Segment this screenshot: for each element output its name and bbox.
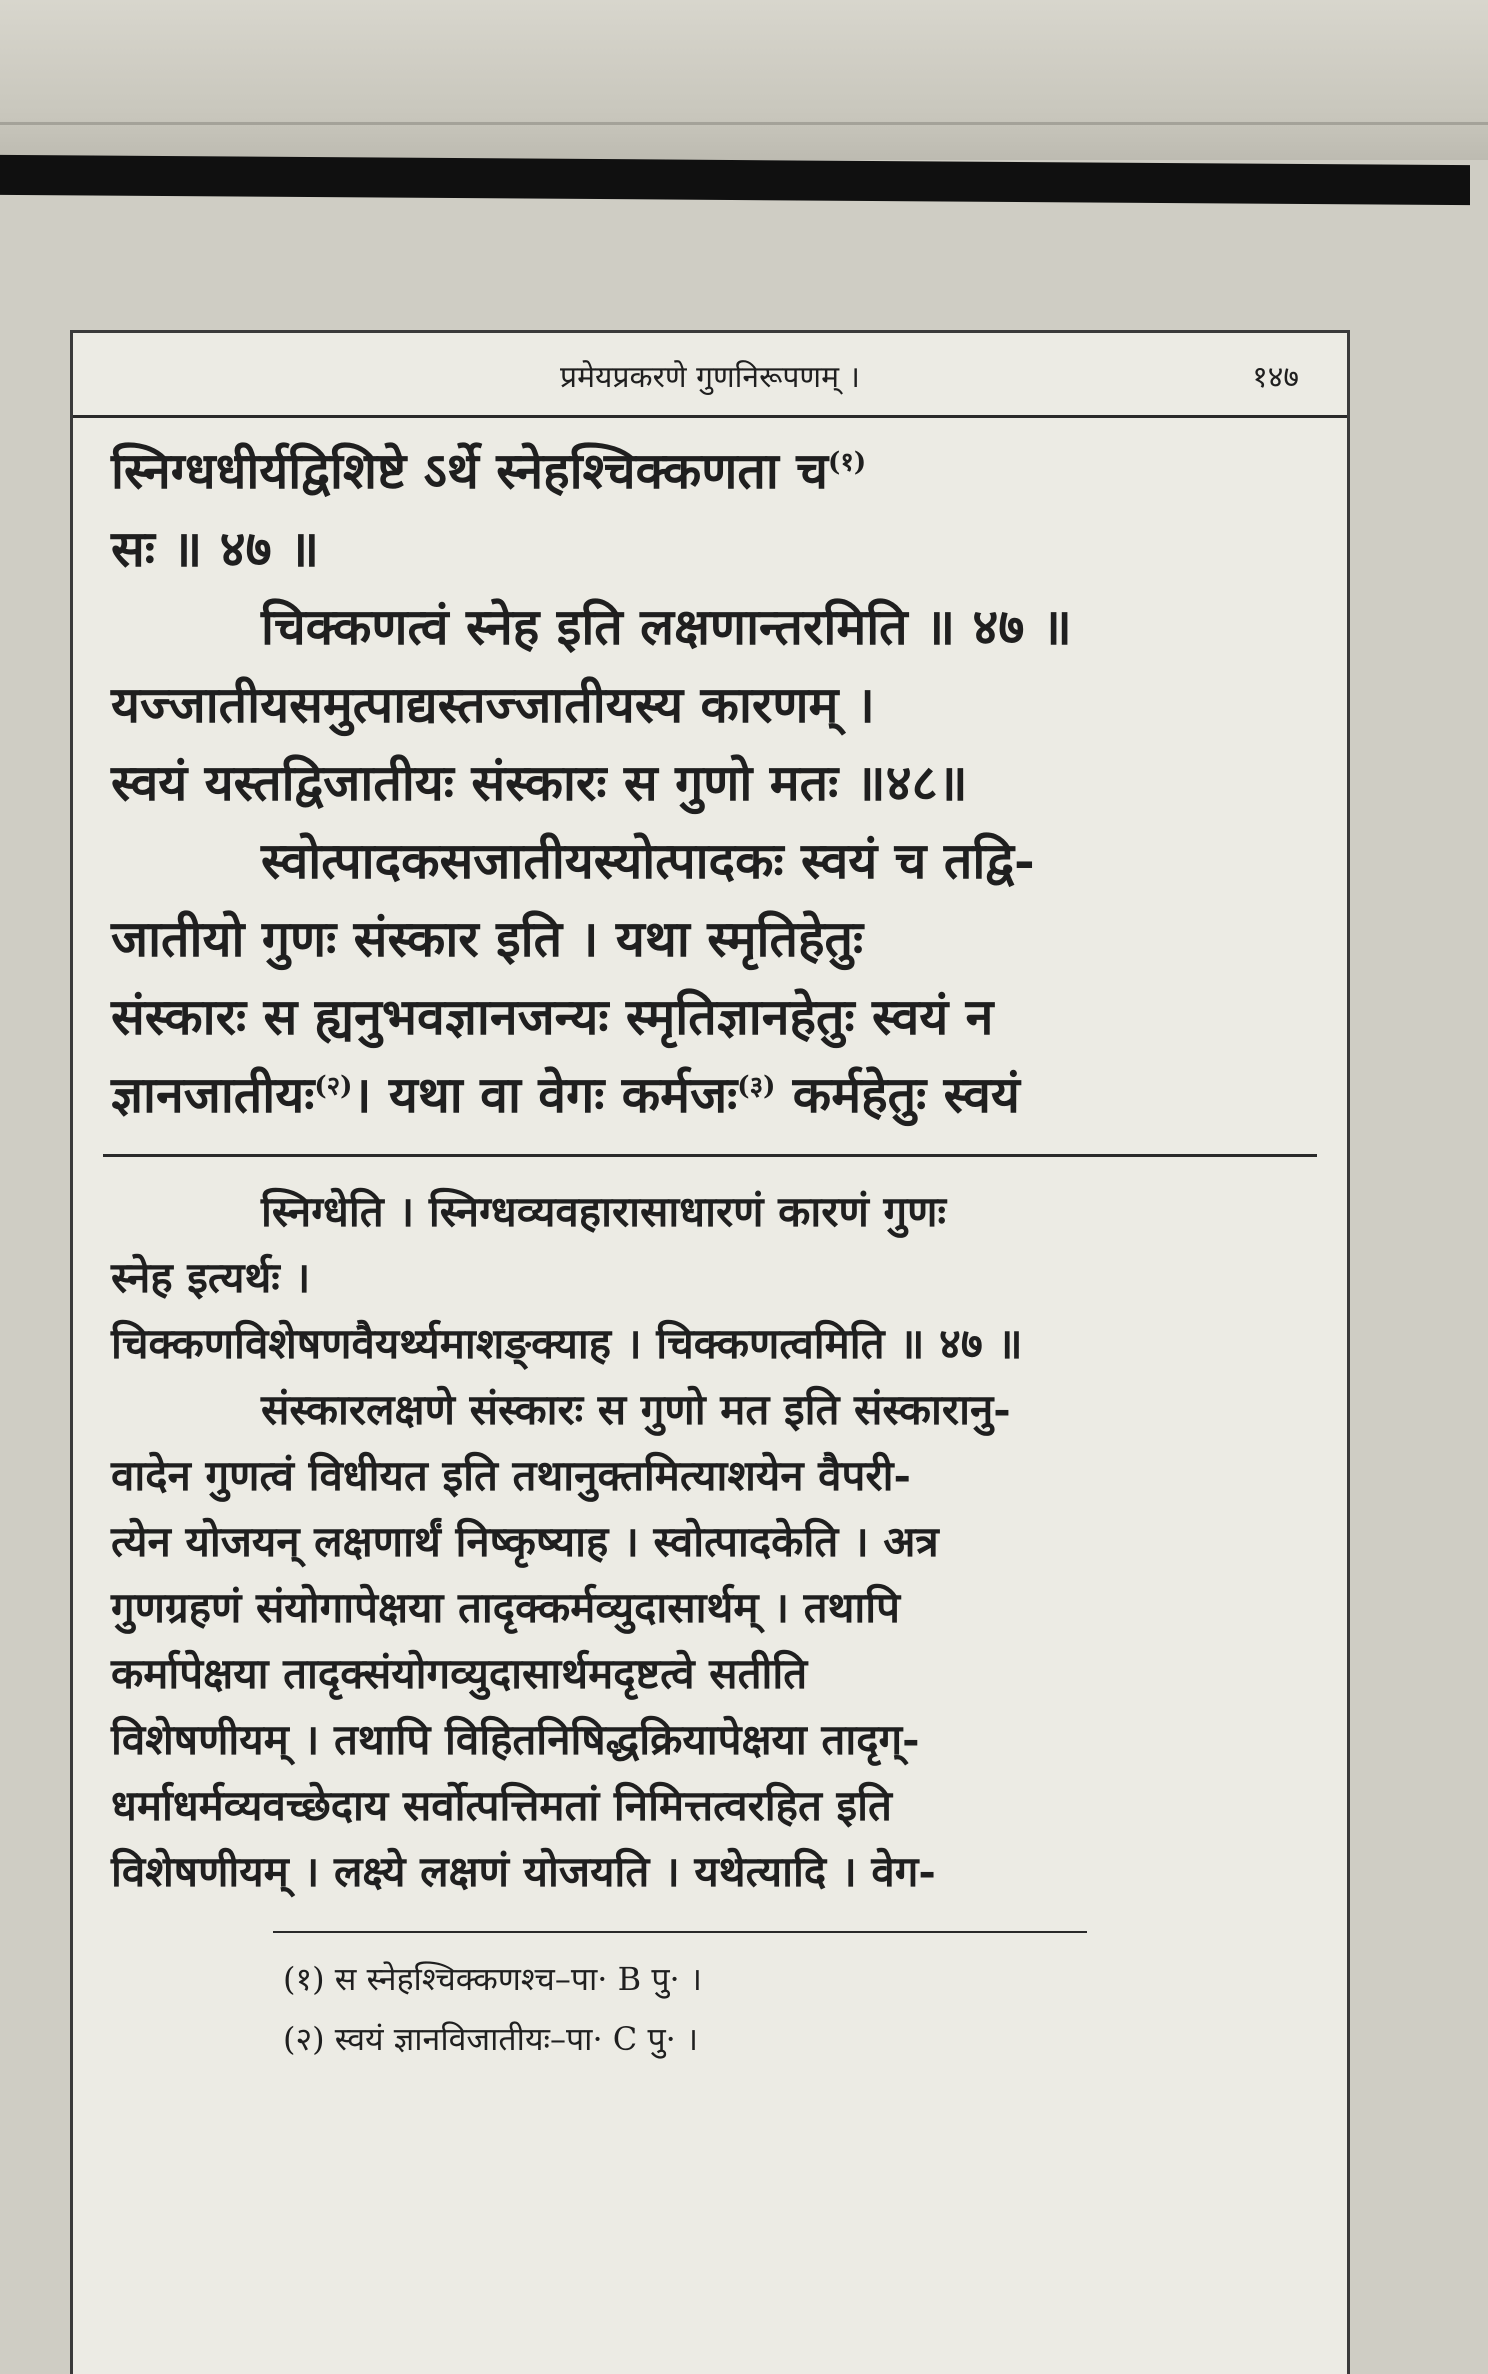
running-head [73, 333, 1347, 418]
commentary-line: स्निग्धेति । स्निग्धव्यवहारासाधारणं कारणं गुणः [261, 1187, 946, 1236]
main-line-text: कर्महेतुः स्वयं [775, 1065, 1020, 1124]
commentary-line: वादेन गुणत्वं विधीयत इति तथानुक्तमित्याशयेन वैपरी- [111, 1451, 911, 1500]
footnotes [73, 1949, 1347, 2069]
main-line-text: ज्ञानजातीयः [111, 1065, 315, 1124]
scan-black-band [0, 155, 1470, 205]
footnote-marker: (२) [314, 1071, 353, 1102]
commentary-line: कर्मापेक्षया तादृक्संयोगव्युदासार्थमदृष्टत्वे सतीति [111, 1649, 808, 1698]
footnote-marker: (१) [828, 447, 867, 478]
main-line-text: । यथा वा वेगः कर्मजः [352, 1065, 738, 1124]
commentary-line: विशेषणीयम् । लक्ष्ये लक्षणं योजयति । यथेत्यादि । वेग- [111, 1847, 936, 1896]
commentary-line: चिक्कणविशेषणवैयर्थ्यमाशङ्क्याह । चिक्कणत्वमिति ॥ ४७ ॥ [111, 1319, 1023, 1368]
section-divider [103, 1154, 1317, 1157]
main-line: संस्कारः स ह्यनुभवज्ञानजन्यः स्मृतिज्ञानहेतुः स्वयं न [111, 987, 994, 1046]
page-number: १४७ [1252, 360, 1299, 395]
footnote-divider [273, 1931, 1087, 1933]
main-line [111, 432, 1309, 510]
commentary-line: गुणग्रहणं संयोगापेक्षया तादृक्कर्मव्युदासार्थम् । तथापि [111, 1583, 901, 1632]
main-line: सः ॥ ४७ ॥ [111, 519, 320, 578]
commentary-line: संस्कारलक्षणे संस्कारः स गुणो मत इति संस्कारानु- [261, 1385, 1011, 1434]
main-line: जातीयो गुणः संस्कार इति । यथा स्मृतिहेतुः [111, 909, 864, 968]
commentary-line: विशेषणीयम् । तथापि विहितनिषिद्धक्रियापेक्षया तादृग्- [111, 1715, 920, 1764]
main-line: यज्जातीयसमुत्पाद्यस्तज्जातीयस्य कारणम् । [111, 675, 875, 734]
main-line [111, 1056, 1309, 1134]
main-line-text: स्निग्धधीर्यद्विशिष्टे ऽर्थे स्नेहश्चिक्कणता च [111, 441, 829, 500]
scan-background-top [0, 0, 1488, 160]
commentary-text [73, 1169, 1347, 1905]
commentary-line: त्येन योजयन् लक्षणार्थं निष्कृष्याह । स्वोत्पादकेति । अत्र [111, 1517, 939, 1566]
commentary-line: धर्माधर्मव्यवच्छेदाय सर्वोत्पत्तिमतां निमित्तत्वरहित इति [111, 1781, 892, 1830]
main-line: चिक्कणत्वं स्नेह इति लक्षणान्तरमिति ॥ ४७ ॥ [261, 597, 1072, 656]
main-line: स्वयं यस्तद्विजातीयः संस्कारः स गुणो मतः ॥४८॥ [111, 753, 968, 812]
footnote-item: (२) स्वयं ज्ञानविजातीयः–पा· C पु· । [283, 2020, 699, 2058]
scan-fold-line [0, 122, 1488, 125]
footnote-marker: (३) [737, 1071, 776, 1102]
book-page [70, 330, 1350, 2374]
main-verse-text [73, 418, 1347, 1134]
footnote-item: (१) स स्नेहश्चिक्कणश्च–पा· B पु· । [283, 1960, 702, 1998]
commentary-line: स्नेह इत्यर्थः । [111, 1253, 311, 1302]
main-line: स्वोत्पादकसजातीयस्योत्पादकः स्वयं च तद्वि- [261, 831, 1035, 890]
running-head-title: प्रमेयप्रकरणे गुणनिरूपणम् । [560, 360, 860, 395]
